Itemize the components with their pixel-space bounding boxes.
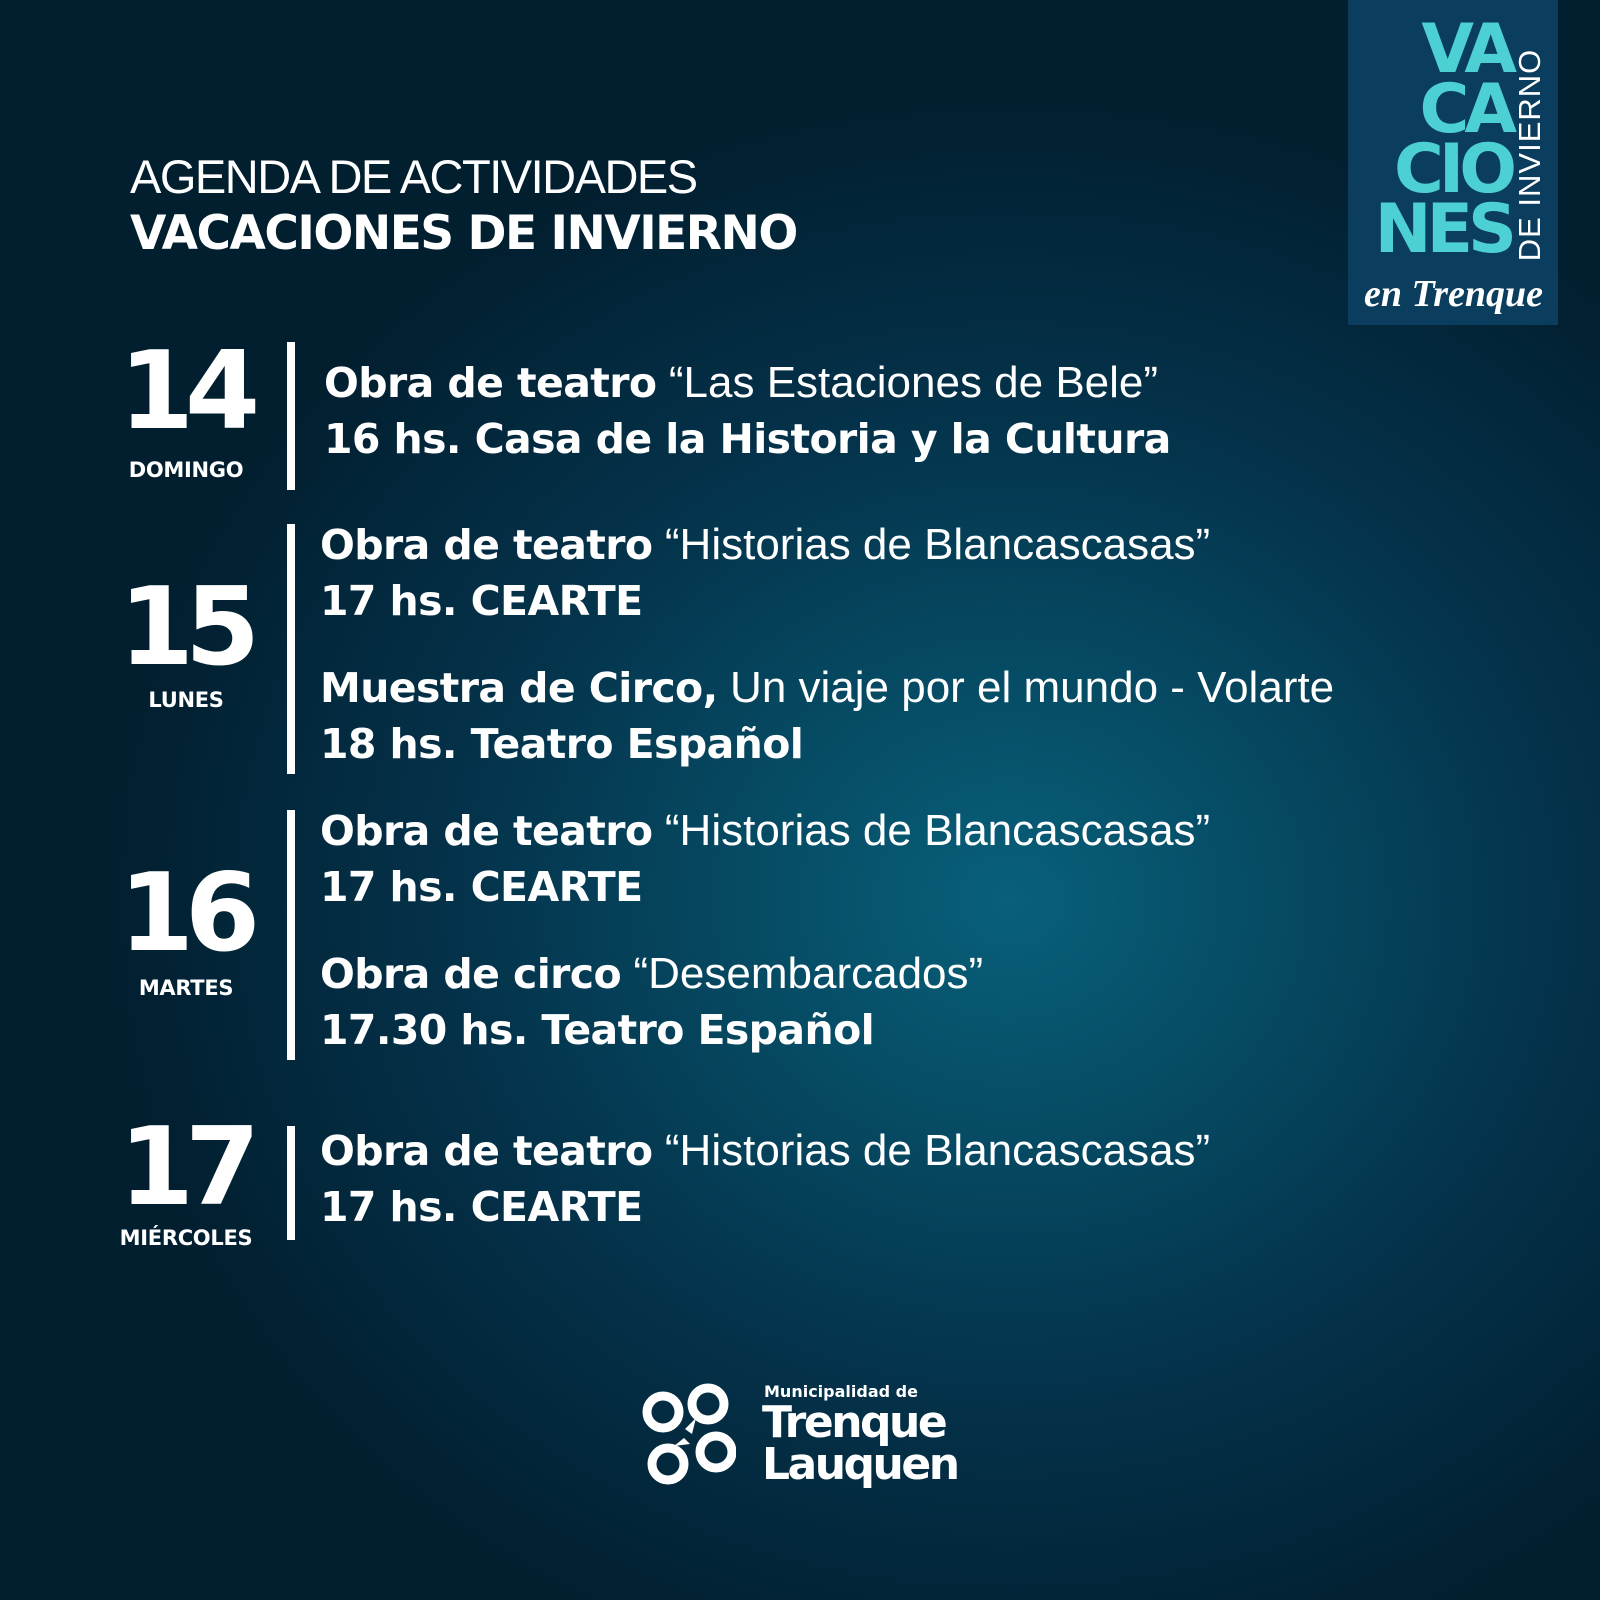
event-name: “Historias de Blancascasas” xyxy=(664,1126,1211,1175)
divider-line xyxy=(287,810,295,1060)
page-header xyxy=(130,150,797,264)
event-details: 17 hs. CEARTE xyxy=(320,577,643,625)
event-name: “Las Estaciones de Bele” xyxy=(668,358,1159,407)
divider-line xyxy=(287,342,295,490)
event-name: “Historias de Blancascasas” xyxy=(664,806,1211,855)
event-type: Obra de teatro xyxy=(320,1127,653,1175)
day-name: LUNES xyxy=(148,688,224,712)
event-name: Un viaje por el mundo - Volarte xyxy=(730,663,1335,712)
event-details: 17 hs. CEARTE xyxy=(320,1183,643,1231)
event-type: Obra de teatro xyxy=(324,359,657,407)
day-number: 17 xyxy=(118,1105,252,1230)
logo-vertical-label: DE INVIERNO xyxy=(1512,48,1547,262)
event-title xyxy=(320,1126,1210,1176)
event-type: Muestra de Circo, xyxy=(320,664,718,712)
day-number: 14 xyxy=(118,329,252,454)
day-name: MARTES xyxy=(138,976,234,1000)
page-title: VACACIONES DE INVIERNO xyxy=(130,206,797,261)
event-name: “Historias de Blancascasas” xyxy=(664,520,1211,569)
vacaciones-logo xyxy=(1348,0,1558,325)
logo-line: CA xyxy=(1419,70,1512,149)
event-type: Obra de teatro xyxy=(320,807,653,855)
logo-line: CIO xyxy=(1393,130,1512,209)
day-number: 16 xyxy=(118,851,252,976)
event-type: Obra de teatro xyxy=(320,521,653,569)
city-name-line1: Trenque xyxy=(762,1397,946,1448)
day-name: DOMINGO xyxy=(128,458,244,482)
logo-line: NES xyxy=(1374,190,1512,269)
event-name: “Desembarcados” xyxy=(633,949,984,998)
event-type: Obra de circo xyxy=(320,950,622,998)
event-title xyxy=(320,663,1334,713)
municipality-logo xyxy=(638,1382,968,1492)
day-number: 15 xyxy=(118,565,252,690)
logo-line: VA xyxy=(1421,10,1512,89)
event-details: 16 hs. Casa de la Historia y la Cultura xyxy=(324,415,1171,463)
logo-wordmark xyxy=(1362,10,1512,269)
event-title xyxy=(320,520,1210,570)
event-details: 17.30 hs. Teatro Español xyxy=(320,1006,875,1054)
day-name: MIÉRCOLES xyxy=(119,1226,253,1250)
event-title xyxy=(324,358,1158,408)
divider-line xyxy=(287,1126,295,1240)
event-title xyxy=(320,949,983,999)
city-name-line2: Lauquen xyxy=(762,1439,958,1490)
logo-vertical-text xyxy=(1512,30,1548,280)
header-subtitle: AGENDA DE ACTIVIDADES xyxy=(130,150,697,203)
logo-script-text: en Trenque xyxy=(1363,273,1544,315)
event-title xyxy=(320,806,1210,856)
municipality-label: Municipalidad de xyxy=(764,1382,918,1401)
event-details: 18 hs. Teatro Español xyxy=(320,720,804,768)
event-details: 17 hs. CEARTE xyxy=(320,863,643,911)
divider-line xyxy=(287,524,295,774)
municipality-emblem-icon xyxy=(638,1382,736,1486)
